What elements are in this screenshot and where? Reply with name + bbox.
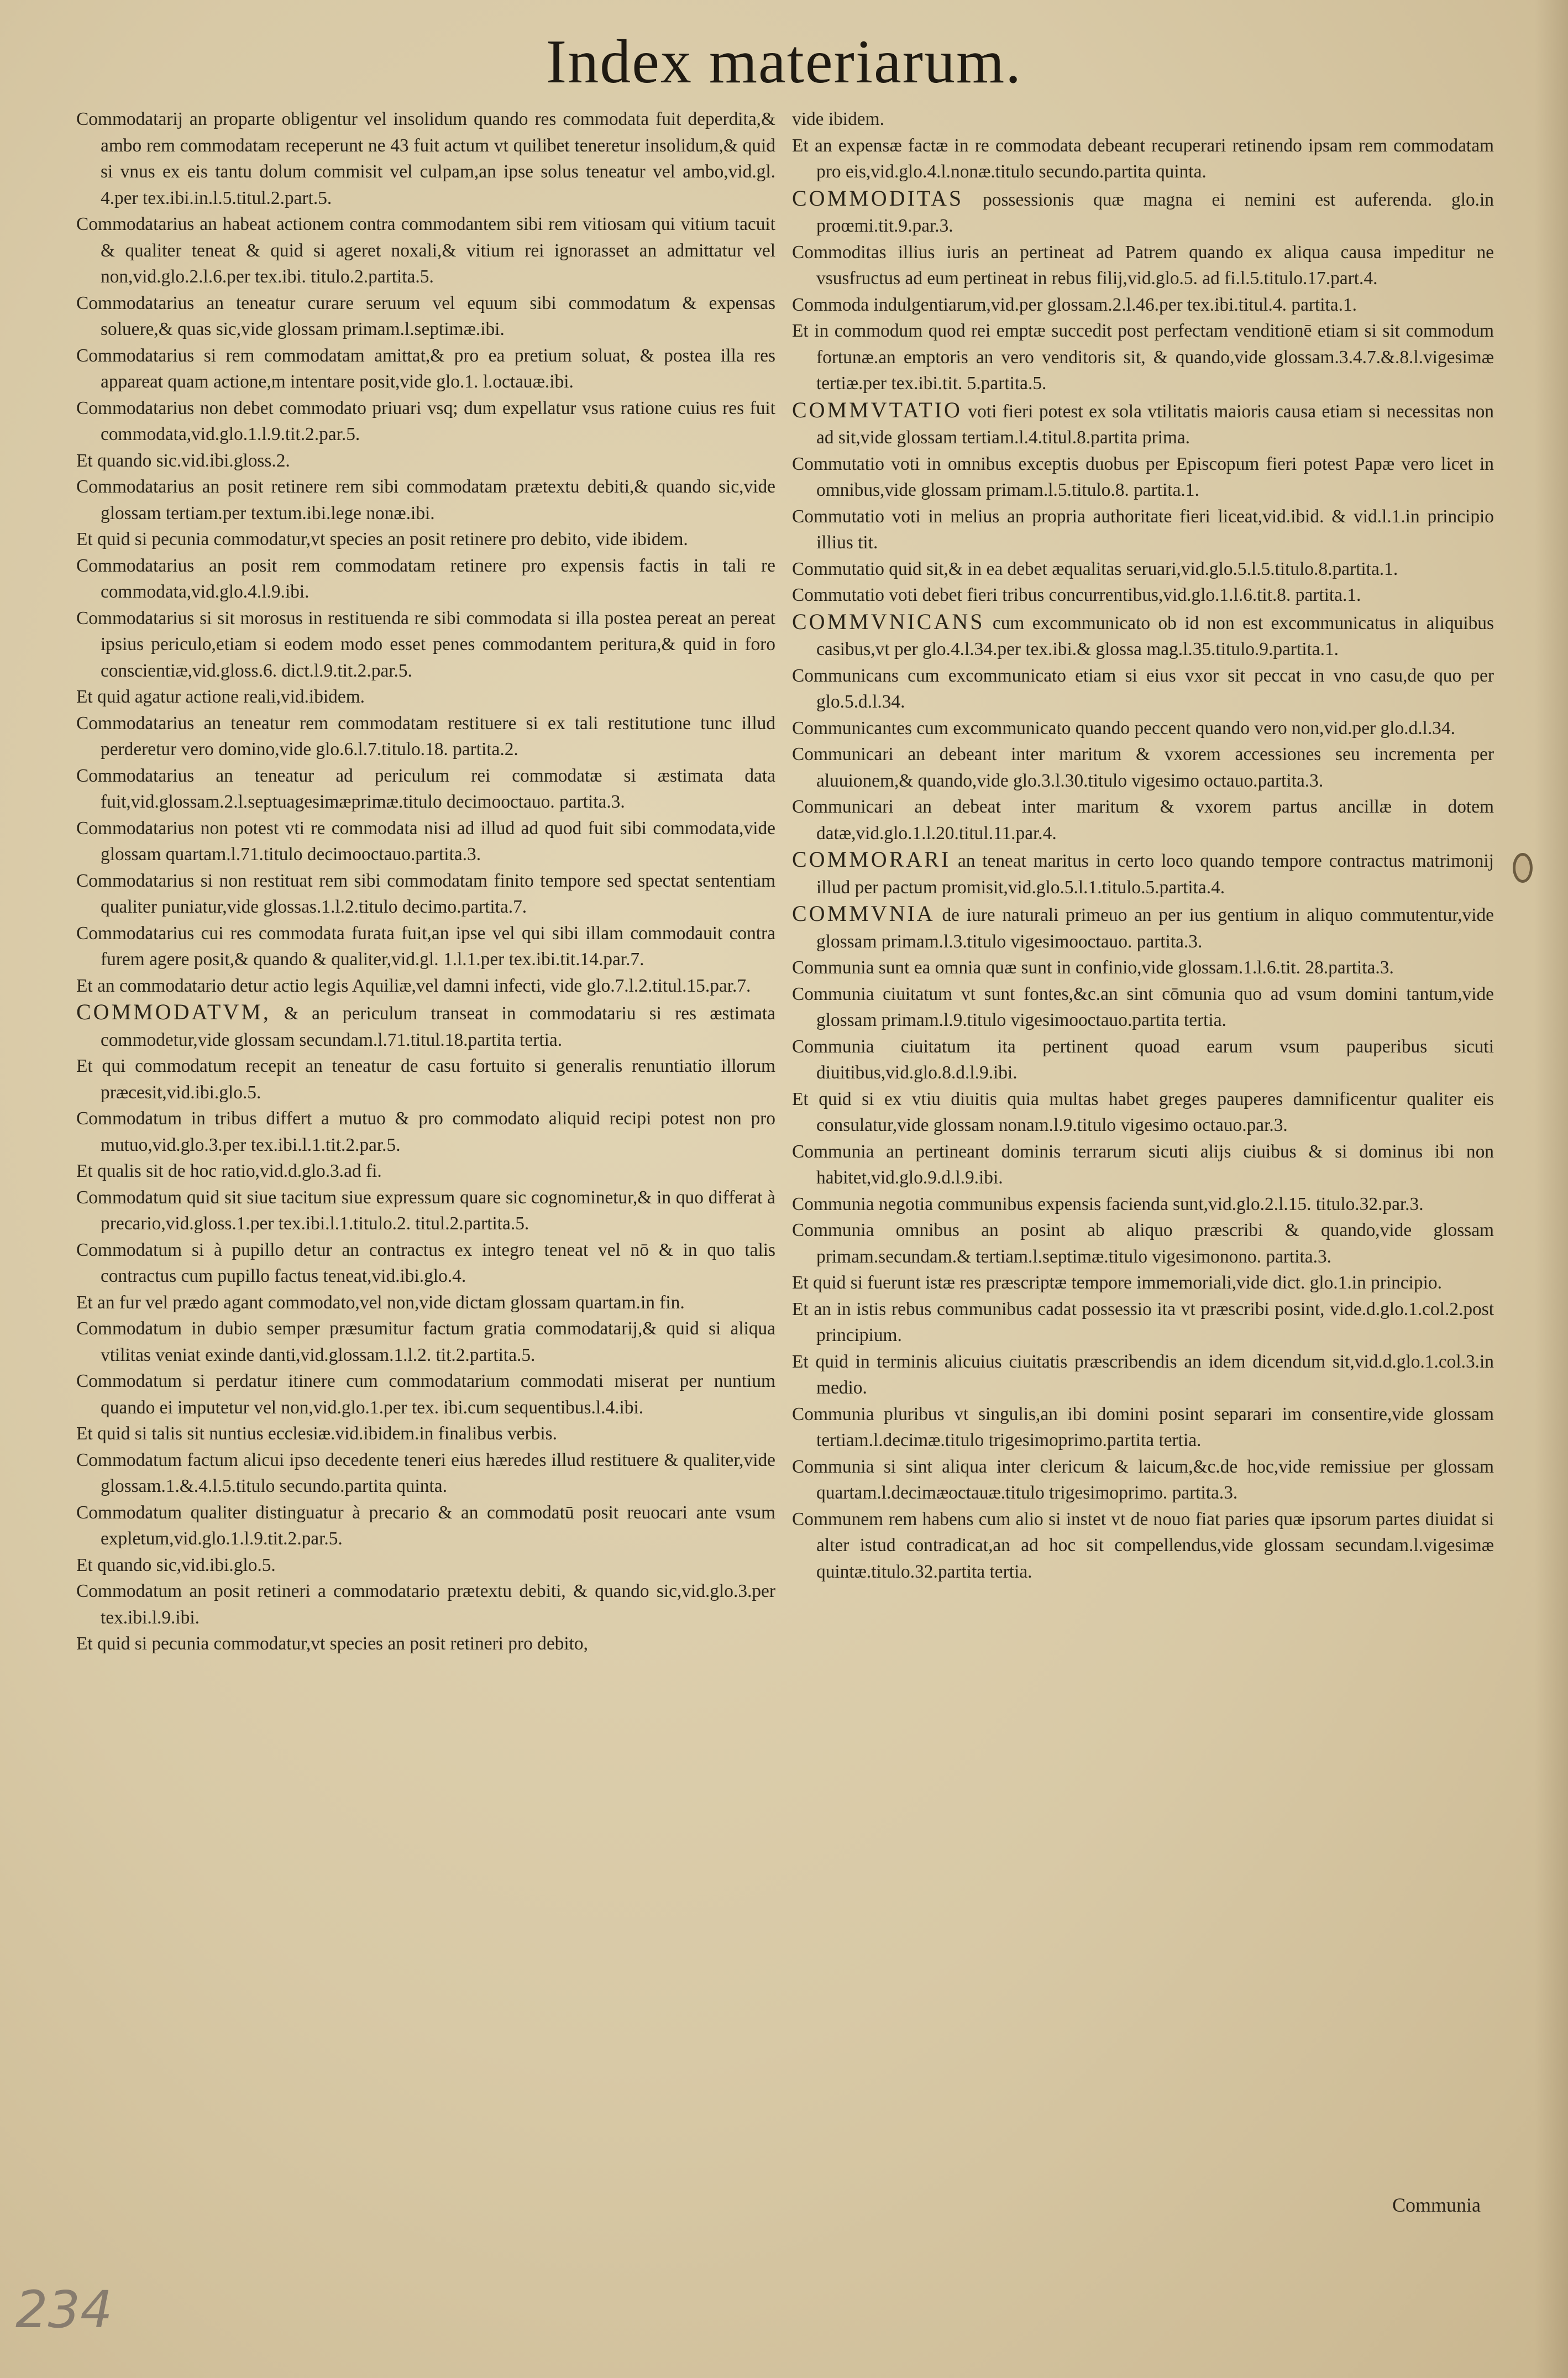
index-entry-text: Communicari an debeat inter maritum & vxorem partus ancillæ in dotem datæ,vid.glo.1.l.20.titul.11.par.4.: [792, 797, 1494, 844]
index-entry: [76, 553, 775, 605]
index-entry: [76, 1185, 775, 1237]
index-entry-text: Commutatio voti in omnibus exceptis duobus per Episcopum fieri potest Papæ vero licet in omnibus,vide glossam primam.l.5.titulo.8. partita.1.: [792, 453, 1494, 500]
index-entry-text: Commodatum in dubio semper præsumitur factum gratia commodatarij,& quid si aliqua vtilitas veniat exinde danti,vid.glossam.1.l.2. tit.2.partita.5.: [76, 1318, 775, 1365]
index-entry-text: Commodatarius non debet commodato priuari vsq; dum expellatur vsus ratione cuius res fuit commodata,vid.glo.1.l.9.tit.2.par.5.: [76, 397, 775, 444]
index-entry-text: Communia si sint aliqua inter clericum & laicum,&c.de hoc,vide remissiue per glossam quartam.l.decimæoctauæ.titulo trigesimoprimo. partita.3.: [792, 1456, 1494, 1503]
index-entry: [792, 106, 1494, 133]
index-entry-text: Communia omnibus an posint ab aliquo præscribi & quando,vide glossam primam.secundam.& tertiam.l.septimæ.titulo vigesimonono. partita.3.: [792, 1220, 1494, 1267]
index-entry-text: Et quid agatur actione reali,vid.ibidem.: [76, 687, 365, 707]
index-entry: [792, 292, 1494, 318]
index-entry-text: Commodatarius non potest vti re commodata nisi ad illud ad quod fuit sibi commodata,vide glossam quartam.l.71.titulo decimooctauo.partita.3.: [76, 818, 775, 865]
index-entry: [76, 868, 775, 920]
index-entry: [76, 1578, 775, 1631]
index-entry: [76, 1447, 775, 1500]
index-entry-text: Commutatio voti debet fieri tribus concurrentibus,vid.glo.1.l.6.tit.8. partita.1.: [792, 585, 1361, 605]
index-entry: [792, 185, 1494, 239]
index-entry-text: Et quid si fuerunt istæ res præscriptæ tempore immemoriali,vide dict. glo.1.in principio.: [792, 1272, 1442, 1293]
index-entry-text: Et qui commodatum recepit an teneatur de casu fortuito si generalis renuntiatio illorum præcesit,vid.ibi.glo.5.: [76, 1056, 775, 1103]
index-entry-text: Et quid si talis sit nuntius ecclesiæ.vid.ibidem.in finalibus verbis.: [76, 1423, 557, 1444]
page-edge-shadow: [1535, 0, 1568, 2378]
index-entry-text: vide ibidem.: [792, 109, 884, 129]
index-entry: [76, 973, 775, 999]
index-entry-text: Commodatarius cui res commodata furata fuit,an ipse vel qui sibi illam commodauit contra furem agere posit,& quando & qualiter,vid.gl. 1.l.1.per tex.ibi.tit.14.par.7.: [76, 923, 775, 970]
index-entry-headword: COMMODITAS: [792, 185, 964, 211]
index-entry-text: Commutatio voti in melius an propria authoritate fieri liceat,vid.ibid. & vid.l.1.in principio illius tit.: [792, 506, 1494, 553]
index-entry: [76, 684, 775, 710]
index-entry: [792, 1270, 1494, 1296]
index-entry: [792, 794, 1494, 846]
index-entry-text: Commodatum qualiter distinguatur à precario & an commodatū posit reuocari ante vsum expletum,vid.glo.1.l.9.tit.2.par.5.: [76, 1502, 775, 1549]
index-entry: [76, 815, 775, 868]
index-entry-text: Communia pluribus vt singulis,an ibi domini posint separari im consentire,vide glossam tertiam.l.decimæ.titulo trigesimoprimo.partita tertia.: [792, 1403, 1494, 1450]
page-title: Index materiarum.: [546, 28, 1022, 96]
index-entry: [792, 582, 1494, 609]
index-entry-headword: COMMODATVM,: [76, 999, 271, 1024]
index-entry-text: Et an commodatario detur actio legis Aquiliæ,vel damni infecti, vide glo.7.l.2.titul.15.par.7.: [76, 975, 751, 996]
index-entry: [792, 846, 1494, 900]
index-entry-text: Et quid si pecunia commodatur,vt species an posit retinere pro debito, vide ibidem.: [76, 529, 688, 549]
index-entry: [76, 1290, 775, 1316]
index-entry: [792, 397, 1494, 451]
index-entry-text: Et in commodum quod rei emptæ succedit post perfectam venditionē etiam si sit commodum fortunæ.an emptoris an vero venditoris sit, & quando,vide glossam.3.4.7.&.8.l.vigesimæ tertiæ.per tex.ibi.tit. 5.partita.5.: [792, 321, 1494, 394]
index-entry-text: an teneat maritus in certo loco quando tempore contractus matrimonij illud per pactum promisit,vid.glo.5.l.1.titulo.5.partita.4.: [816, 851, 1494, 898]
index-entry-text: Communia negotia communibus expensis facienda sunt,vid.glo.2.l.15. titulo.32.par.3.: [792, 1193, 1424, 1214]
index-entry: [792, 1401, 1494, 1454]
index-entry: [76, 1552, 775, 1579]
index-entry-text: Commodatarius an posit rem commodatam retinere pro expensis factis in tali re commodata,vid.glo.4.l.9.ibi.: [76, 555, 775, 602]
index-entry: [76, 395, 775, 448]
index-entry: [76, 999, 775, 1053]
index-entry: [76, 710, 775, 763]
index-entry-text: Communia ciuitatum ita pertinent quoad earum vsum pauperibus sicuti diuitibus,vid.glo.8.d.l.9.ibi.: [792, 1036, 1494, 1083]
index-entry: [792, 609, 1494, 663]
index-entry: [76, 106, 775, 211]
index-entry: [792, 556, 1494, 583]
index-entry: [792, 1034, 1494, 1086]
index-entry: [792, 981, 1494, 1034]
index-entry-text: Et an expensæ factæ in re commodata debeant recuperari retinendo ipsam rem commodatam pro eis,vid.glo.4.l.nonæ.titulo secundo.partita quinta.: [792, 135, 1494, 182]
index-entry-text: Et quid in terminis alicuius ciuitatis præscribendis an idem dicendum sit,vid.d.glo.1.col.3.in medio.: [792, 1351, 1494, 1398]
index-entry-text: Communem rem habens cum alio si instet vt de nouo fiat paries quæ ipsorum partes diuidat si alter istud contradicat,an ad hoc sit compellendus,vide glossam secundam.l.vigesimæ quintæ.titulo.32.partita tertia.: [792, 1508, 1494, 1582]
index-entry-text: Commoda indulgentiarum,vid.per glossam.2.l.46.per tex.ibi.titul.4. partita.1.: [792, 294, 1357, 315]
index-entry: [76, 343, 775, 395]
index-entry: [76, 1421, 775, 1447]
index-entry-text: Commodatarius an teneatur rem commodatam restituere si ex tali restitutione tunc illud perderetur vero domino,vide glo.6.l.7.titulo.18. partita.2.: [76, 713, 775, 760]
index-entry-text: voti fieri potest ex sola vtilitatis maioris causa etiam si necessitas non ad sit,vide glossam tertiam.l.4.titul.8.partita prima.: [816, 401, 1494, 448]
index-entry: [76, 1106, 775, 1158]
index-entry: [792, 1191, 1494, 1218]
index-entry: [792, 1139, 1494, 1191]
index-entry: [792, 504, 1494, 556]
index-entry-text: Communia ciuitatum vt sunt fontes,&c.an sint cōmunia quo ad vsum domini tantum,vide glossam primam.l.9.titulo vigesimooctauo.partita tertia.: [792, 983, 1494, 1030]
index-entry-text: cum excommunicato ob id non est excommunicatus in aliquibus casibus,vt per glo.4.l.34.per tex.ibi.& glossa mag.l.35.titulo.9.partita.1.: [816, 612, 1494, 659]
index-entry: [792, 239, 1494, 292]
index-entry: [792, 1506, 1494, 1585]
index-entry: [76, 526, 775, 553]
index-entry-text: Commodatarius an habeat actionem contra commodantem sibi rem vitiosam qui vitium tacuit & qualiter teneat & quid si ageret noxali,& vitium rei ignorasset an admittatur vel non,vid.glo.2.l.6.per tex.ibi. titulo.2.partita.5.: [76, 214, 775, 287]
index-entry-text: Commodatarius si non restituat rem sibi commodatam finito tempore sed spectat sententiam qualiter puniatur,vide glossas.1.l.2.titulo decimo.partita.7.: [76, 870, 775, 917]
index-entry-text: Et qualis sit de hoc ratio,vid.d.glo.3.ad fi.: [76, 1161, 382, 1181]
index-entry-text: Commutatio quid sit,& in ea debet æqualitas seruari,vid.glo.5.l.5.titulo.8.partita.1.: [792, 558, 1398, 579]
index-entry-text: Commodatum an posit retineri a commodatario prætextu debiti, & quando sic,vid.glo.3.per tex.ibi.l.9.ibi.: [76, 1581, 775, 1628]
index-entry: [76, 1631, 775, 1657]
index-entry-headword: COMMVNICANS: [792, 609, 985, 634]
index-entry: [792, 1349, 1494, 1401]
index-entry-text: Commodatum in tribus differt a mutuo & pro commodato aliquid recipi potest non pro mutuo,vid.glo.3.per tex.ibi.l.1.tit.2.par.5.: [76, 1108, 775, 1155]
index-entry: [76, 448, 775, 474]
index-entry: [792, 133, 1494, 185]
index-entry: [792, 1086, 1494, 1139]
index-entry: [76, 1237, 775, 1290]
index-entry-text: Et quando sic,vid.ibi.glo.5.: [76, 1554, 276, 1575]
index-entry-text: Commodatarius si sit morosus in restituenda re sibi commodata si illa postea pereat an pereat ipsius periculo,etiam si eodem modo esset penes commodantem peritura,& quid in foro conscientiæ,vid.gloss.6. dict.l.9.tit.2.par.5.: [76, 607, 775, 681]
index-entry: [792, 318, 1494, 397]
index-entry-text: Commodatarius an posit retinere rem sibi commodatam prætextu debiti,& quando sic,vide glossam tertiam.per textum.ibi.lege nonæ.ibi.: [76, 476, 775, 523]
index-entry-text: Commodatum factum alicui ipso decedente teneri eius hæredes illud restituere & qualiter,vide glossam.1.&.4.l.5.titulo secundo.partita quinta.: [76, 1449, 775, 1496]
index-entry-text: Et quando sic.vid.ibi.gloss.2.: [76, 450, 290, 471]
index-entry-text: Commoditas illius iuris an pertineat ad Patrem quando ex aliqua causa impeditur ne vsusfructus ad eum pertineat in rebus filij,vid.glo.5. ad fi.l.5.titulo.17.part.4.: [792, 242, 1494, 289]
index-entry-text: Communia an pertineant dominis terrarum sicuti alijs ciuibus & si dominus ibi non habitet,vid.glo.9.d.l.9.ibi.: [792, 1141, 1494, 1188]
index-column-left: [76, 106, 775, 1657]
index-entry: [76, 1158, 775, 1185]
index-entry-text: de iure naturali primeuo an per ius gentium in aliquo commutentur,vide glossam primam.l.3.titulo vigesimooctauo. partita.3.: [816, 905, 1494, 952]
index-entry: [792, 1217, 1494, 1270]
index-entry-text: Et quid si pecunia commodatur,vt species an posit retineri pro debito,: [76, 1633, 588, 1654]
index-entry-headword: COMMORARI: [792, 847, 951, 872]
index-entry: [792, 451, 1494, 504]
index-entry: [792, 1296, 1494, 1349]
index-entry: [792, 1454, 1494, 1506]
index-entry: [792, 715, 1494, 742]
index-entry: [792, 900, 1494, 955]
index-entry-headword: COMMVTATIO: [792, 397, 962, 422]
index-entry: [76, 290, 775, 343]
index-entry-text: Et an fur vel prædo agant commodato,vel non,vide dictam glossam quartam.in fin.: [76, 1292, 685, 1313]
index-entry-text: possessionis quæ magna ei nemini est auferenda. glo.in proœmi.tit.9.par.3.: [816, 189, 1494, 236]
index-entry-headword: COMMVNIA: [792, 901, 935, 926]
index-entry: [76, 1053, 775, 1106]
index-entry-text: Commodatum si perdatur itinere cum commodatarium commodati miserat per nuntium quando ei imputetur vel non,vid.glo.1.per tex. ibi.cum sequentibus.l.4.ibi.: [76, 1371, 775, 1418]
binding-hole: [1513, 853, 1533, 883]
index-entry-text: Commodatarius an teneatur ad periculum rei commodatæ si æstimata data fuit,vid.glossam.2.l.septuagesimæprimæ.titulo decimooctauo. partita.3.: [76, 765, 775, 812]
index-entry-text: Communicantes cum excommunicato quando peccent quando vero non,vid.per glo.d.l.34.: [792, 717, 1455, 738]
catchword: Communia: [1392, 2194, 1481, 2216]
index-entry-text: Commodatarij an proparte obligentur vel insolidum quando res commodata fuit deperdita,& ambo rem commodatam receperunt ne 43 fuit actum vt quilibet teneretur insolidum,& quid si vnus ex eis tantu dolum commisit vel culpam,an ipse solus teneatur vel ambo,vid.gl. 4.per tex.ibi.in.l.5.titul.2.part.5.: [76, 109, 775, 208]
index-entry-text: Et quid si ex vtiu diuitis quia multas habet greges pauperes damnificentur qualiter eis consulatur,vide glossam nonam.l.9.titulo vigesimo octauo.par.3.: [792, 1088, 1494, 1135]
index-entry-text: Communicans cum excommunicato etiam si eius vxor sit peccat in vno casu,de quo per glo.5.d.l.34.: [792, 665, 1494, 712]
index-entry-text: Commodatarius si rem commodatam amittat,& pro ea pretium soluat, & postea illa res appareat quam actione,m intentare posit,vide glo.1. l.octauæ.ibi.: [76, 345, 775, 392]
folio-note-handwritten: 234: [15, 2280, 113, 2339]
index-entry: [76, 1368, 775, 1421]
index-entry-text: Et an in istis rebus communibus cadat possessio ita vt præscribi posint, vide.d.glo.1.col.2.post principium.: [792, 1298, 1494, 1345]
index-column-right: [792, 106, 1494, 1585]
index-entry: [76, 605, 775, 684]
index-entry-text: Commodatarius an teneatur curare seruum vel equum sibi commodatum & expensas soluere,& quas sic,vide glossam primam.l.septimæ.ibi.: [76, 292, 775, 339]
index-entry-text: Communia sunt ea omnia quæ sunt in confinio,vide glossam.1.l.6.tit. 28.partita.3.: [792, 957, 1394, 978]
index-entry-text: & an periculum transeat in commodatariu si res æstimata commodetur,vide glossam secundam.l.71.titul.18.partita tertia.: [101, 1003, 775, 1050]
index-entry: [76, 211, 775, 290]
index-entry-text: Commodatum quid sit siue tacitum siue expressum quare sic cognominetur,& in quo differat à precario,vid.gloss.1.per tex.ibi.l.1.titulo.2. titul.2.partita.5.: [76, 1187, 775, 1234]
index-entry-text: Commodatum si à pupillo detur an contractus ex integro teneat vel nō & in quo talis contractus cum pupillo factus teneat,vid.ibi.glo.4.: [76, 1239, 775, 1286]
index-entry: [76, 763, 775, 815]
index-entry: [76, 920, 775, 973]
index-entry-text: Communicari an debeant inter maritum & vxorem accessiones seu incrementa per aluuionem,& quando,vide glo.3.l.30.titulo vigesimo octauo.partita.3.: [792, 744, 1494, 791]
index-entry: [76, 1500, 775, 1552]
index-entry: [792, 663, 1494, 715]
index-entry: [76, 474, 775, 526]
index-entry: [792, 741, 1494, 794]
index-entry: [76, 1316, 775, 1368]
index-entry: [792, 955, 1494, 981]
